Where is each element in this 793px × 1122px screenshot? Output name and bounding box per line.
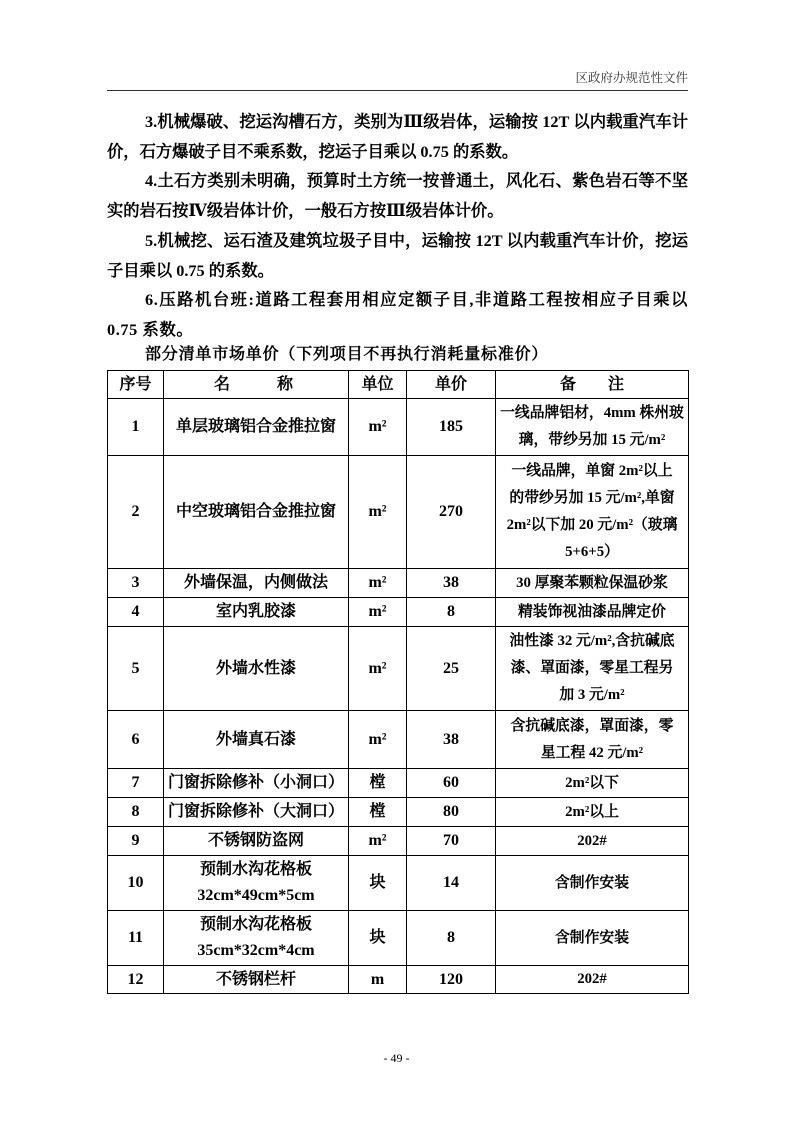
cell-index: 3 [108, 569, 164, 598]
cell-name: 门窗拆除修补（小洞口） [164, 769, 349, 798]
cell-name: 门窗拆除修补（大洞口） [164, 798, 349, 827]
table-row [108, 966, 689, 994]
table-header-index: 序号 [108, 371, 164, 399]
cell-price: 8 [407, 598, 496, 627]
cell-price: 185 [407, 399, 496, 456]
cell-price: 38 [407, 569, 496, 598]
cell-note: 一线品牌，单窗 2m²以上 的带纱另加 15 元/m²,单窗 2m²以下加 20 元/m²（玻璃 5+6+5） [496, 456, 689, 569]
cell-name: 中空玻璃铝合金推拉窗 [164, 456, 349, 569]
table-row [108, 456, 689, 569]
cell-note: 2m²以上 [496, 798, 689, 827]
cell-index: 7 [108, 769, 164, 798]
cell-price: 38 [407, 711, 496, 769]
cell-index: 4 [108, 598, 164, 627]
cell-price: 70 [407, 827, 496, 856]
table-row [108, 856, 689, 911]
cell-unit: 樘 [349, 798, 407, 827]
body-text [107, 107, 688, 345]
price-table [107, 370, 689, 994]
cell-index: 9 [108, 827, 164, 856]
cell-unit: m² [349, 399, 407, 456]
cell-unit: m² [349, 598, 407, 627]
paragraph: 3.机械爆破、挖运沟槽石方，类别为Ⅲ级岩体，运输按 12T 以内载重汽车计价，石方爆破子目不乘系数，挖运子目乘以 0.75 的系数。 [107, 112, 688, 161]
cell-price: 80 [407, 798, 496, 827]
cell-note: 油性漆 32 元/m²,含抗碱底 漆、罩面漆，零星工程另 加 3 元/m² [496, 627, 689, 711]
cell-name: 外墙真石漆 [164, 711, 349, 769]
cell-unit: m² [349, 456, 407, 569]
table-header-row [108, 371, 689, 399]
cell-note: 含制作安装 [496, 911, 689, 966]
table-header-note: 备 注 [496, 371, 689, 399]
paragraph: 4.土石方类别未明确，预算时土方统一按普通土，风化石、紫色岩石等不坚实的岩石按Ⅳ级岩体计价，一般石方按Ⅲ级岩体计价。 [107, 171, 688, 221]
table-row [108, 798, 689, 827]
table-header-price: 单价 [407, 371, 496, 399]
cell-unit: m² [349, 569, 407, 598]
cell-note: 精装饰视油漆品牌定价 [496, 598, 689, 627]
cell-index: 6 [108, 711, 164, 769]
cell-unit: m² [349, 711, 407, 769]
cell-name: 单层玻璃铝合金推拉窗 [164, 399, 349, 456]
table-row [108, 627, 689, 711]
cell-price: 14 [407, 856, 496, 911]
cell-price: 25 [407, 627, 496, 711]
cell-unit: 樘 [349, 769, 407, 798]
table-row [108, 569, 689, 598]
cell-price: 270 [407, 456, 496, 569]
cell-note: 2m²以下 [496, 769, 689, 798]
cell-note: 含制作安装 [496, 856, 689, 911]
cell-unit: m [349, 966, 407, 994]
table-row [108, 711, 689, 769]
cell-note: 含抗碱底漆，罩面漆，零 星工程 42 元/m² [496, 711, 689, 769]
cell-name: 预制水沟花格板 35cm*32cm*4cm [164, 911, 349, 966]
paragraph: 6.压路机台班:道路工程套用相应定额子目,非道路工程按相应子目乘以 0.75 系数。 [107, 290, 688, 339]
cell-index: 1 [108, 399, 164, 456]
table-row [108, 399, 689, 456]
cell-index: 5 [108, 627, 164, 711]
cell-price: 120 [407, 966, 496, 994]
cell-index: 11 [108, 911, 164, 966]
cell-index: 10 [108, 856, 164, 911]
cell-name: 预制水沟花格板 32cm*49cm*5cm [164, 856, 349, 911]
cell-unit: m² [349, 627, 407, 711]
cell-index: 12 [108, 966, 164, 994]
cell-unit: 块 [349, 856, 407, 911]
cell-name: 不锈钢防盗网 [164, 827, 349, 856]
cell-price: 60 [407, 769, 496, 798]
cell-price: 8 [407, 911, 496, 966]
table-row [108, 598, 689, 627]
paragraph: 5.机械挖、运石渣及建筑垃圾子目中，运输按 12T 以内载重汽车计价，挖运子目乘以 0.75 的系数。 [107, 230, 688, 280]
cell-index: 2 [108, 456, 164, 569]
cell-unit: 块 [349, 911, 407, 966]
cell-note: 30 厚聚苯颗粒保温砂浆 [496, 569, 689, 598]
header-rule [107, 90, 688, 91]
cell-note: 202# [496, 827, 689, 856]
cell-name: 室内乳胶漆 [164, 598, 349, 627]
table-header-name: 名 称 [164, 371, 349, 399]
document-header-title: 区政府办规范性文件 [575, 71, 688, 85]
cell-unit: m² [349, 827, 407, 856]
cell-note: 202# [496, 966, 689, 994]
cell-name: 不锈钢栏杆 [164, 966, 349, 994]
table-row [108, 911, 689, 966]
table-header-unit: 单位 [349, 371, 407, 399]
cell-index: 8 [108, 798, 164, 827]
cell-name: 外墙水性漆 [164, 627, 349, 711]
cell-name: 外墙保温，内侧做法 [164, 569, 349, 598]
table-row [108, 769, 689, 798]
table-row [108, 827, 689, 856]
cell-note: 一线品牌铝材，4mm 株州玻 璃，带纱另加 15 元/m² [496, 399, 689, 456]
table-caption: 部分清单市场单价（下列项目不再执行消耗量标准价） [145, 346, 549, 363]
page-number: - 49 - [383, 1051, 410, 1065]
